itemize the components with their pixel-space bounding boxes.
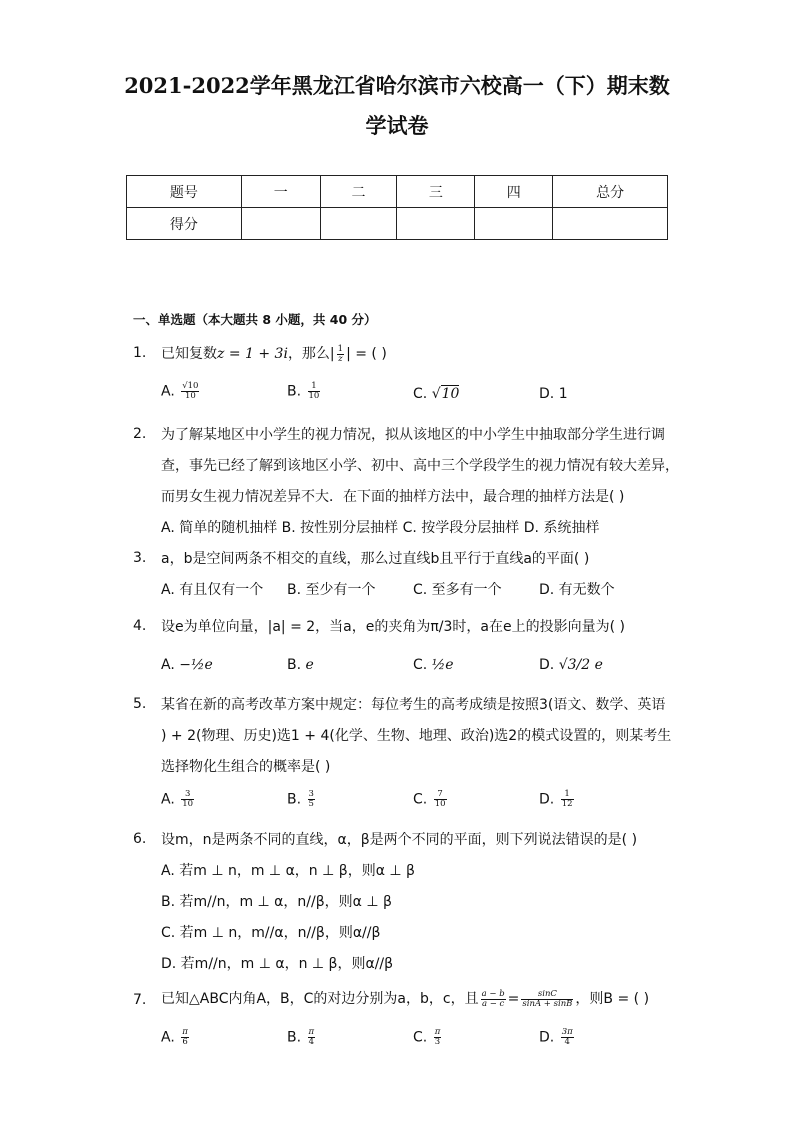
question-number: 6. <box>133 831 147 847</box>
question-5-line: 选择物化生组合的概率是( ) <box>161 759 331 775</box>
option-a: A. $\frac{3}{10}$ <box>161 789 194 809</box>
question-number: 4. <box>133 618 147 634</box>
question-2-options: A. 简单的随机抽样 B. 按性别分层抽样 C. 按学段分层抽样 D. 系统抽样 <box>161 520 600 536</box>
q1-expr: z = 1 + 3i <box>217 346 288 362</box>
option-a: A. −½e <box>161 657 213 673</box>
q7-text-post: ，则B = ( ) <box>575 991 650 1007</box>
question-number: 1. <box>133 345 147 361</box>
question-5-line: 某省在新的高考改革方案中规定：每位考生的高考成绩是按照3(语文、数学、英语 <box>161 697 666 713</box>
score-table-score-row <box>127 208 668 240</box>
question-2-line: 而男女生视力情况差异不大．在下面的抽样方法中，最合理的抽样方法是( ) <box>161 489 625 505</box>
option-b: B. 若m//n，m ⊥ α，n//β，则α ⊥ β <box>161 894 392 910</box>
option-d: D. √3/2 e <box>539 657 603 673</box>
option-a: A. $\frac{√10}{10}$ <box>161 381 199 401</box>
doc-title-line2: 学试卷 <box>365 113 429 138</box>
option-d: D. $\frac{1}{12}$ <box>539 789 573 809</box>
question-number: 2. <box>133 426 147 442</box>
score-cell <box>475 208 553 240</box>
score-table-header-row <box>127 176 668 208</box>
q1-text-post: | = ( ) <box>346 346 387 362</box>
option-b: B. $\frac{\pi}{4}$ <box>287 1027 315 1047</box>
option-b: B. $\frac{1}{10}$ <box>287 381 320 401</box>
doc-title-line1: 2021-2022学年黑龙江省哈尔滨市六校高一（下）期末数 <box>124 73 670 98</box>
score-header-cell: 总分 <box>553 176 668 208</box>
q7-text-pre: 已知△ABC内角A，B，C的对边分别为a，b，c，且 <box>161 991 479 1007</box>
score-cell <box>320 208 397 240</box>
option-b: B. 至少有一个 <box>287 582 376 598</box>
question-number: 7. <box>133 992 147 1008</box>
score-cell <box>241 208 320 240</box>
score-table <box>126 175 668 240</box>
option-b: B. e <box>287 657 314 673</box>
score-header-cell: 四 <box>475 176 553 208</box>
option-c: C. $\frac{\pi}{3}$ <box>413 1027 441 1047</box>
option-d: D. 1 <box>539 386 568 402</box>
option-d: D. 若m//n，m ⊥ α，n ⊥ β，则α//β <box>161 956 394 972</box>
option-c: C. ½e <box>413 657 454 673</box>
question-2-line: 查，事先已经了解到该地区小学、初中、高中三个学段学生的视力情况有较大差异， <box>161 458 679 474</box>
score-cell <box>397 208 475 240</box>
option-c: C. 至多有一个 <box>413 582 502 598</box>
option-a: A. 若m ⊥ n，m ⊥ α，n ⊥ β，则α ⊥ β <box>161 863 415 879</box>
option-d: D. 有无数个 <box>539 582 615 598</box>
score-header-cell: 一 <box>241 176 320 208</box>
option-c: C. 若m ⊥ n，m//α，n//β，则α//β <box>161 925 381 941</box>
option-b: B. $\frac{3}{5}$ <box>287 789 314 809</box>
question-3-stem: a，b是空间两条不相交的直线，那么过直线b且平行于直线a的平面( ) <box>161 551 590 567</box>
q1-text-pre: 已知复数 <box>161 346 217 362</box>
q7-fraction: $\frac{a - b}{a - c}$ <box>481 988 505 1009</box>
question-2-line: 为了解某地区中小学生的视力情况，拟从该地区的中小学生中抽取部分学生进行调 <box>161 427 665 443</box>
option-c: C. √10 <box>413 386 460 402</box>
question-number: 5. <box>133 696 147 712</box>
option-d: D. $\frac{3\pi}{4}$ <box>539 1027 573 1047</box>
question-number: 3. <box>133 550 147 566</box>
question-5-line: ) + 2(物理、历史)选1 + 4(化学、生物、地理、政治)选2的模式设置的，则某考生 <box>161 728 672 744</box>
option-c: C. $\frac{7}{10}$ <box>413 789 446 809</box>
question-1-stem <box>161 343 387 363</box>
q1-fraction: $\frac{1}{z}$ <box>337 343 344 364</box>
score-header-cell: 二 <box>320 176 397 208</box>
option-a: A. 有且仅有一个 <box>161 582 264 598</box>
question-6-stem: 设m，n是两条不同的直线，α，β是两个不同的平面，则下列说法错误的是( ) <box>161 832 638 848</box>
score-row-label: 得分 <box>127 208 242 240</box>
q1-text-mid: ，那么| <box>287 346 335 362</box>
score-header-cell: 题号 <box>127 176 242 208</box>
q7-fraction: $\frac{\sin C}{\sin A + \sin B}$ <box>522 988 573 1009</box>
score-header-cell: 三 <box>397 176 475 208</box>
section-heading: 一、单选题（本大题共 8 小题，共 40 分） <box>133 312 377 327</box>
score-cell <box>553 208 668 240</box>
option-a: A. $\frac{\pi}{6}$ <box>161 1027 188 1047</box>
question-7-stem: 已知△ABC内角A，B，C的对边分别为a，b，c，且 $\frac{a - b}{a - c}$ = $\frac{\sin C}{\sin A + \sin B}$ ，则B = ( ) <box>161 988 650 1009</box>
question-4-stem: 设e为单位向量，|a| = 2，当a，e的夹角为π/3时，a在e上的投影向量为( ) <box>161 619 625 635</box>
